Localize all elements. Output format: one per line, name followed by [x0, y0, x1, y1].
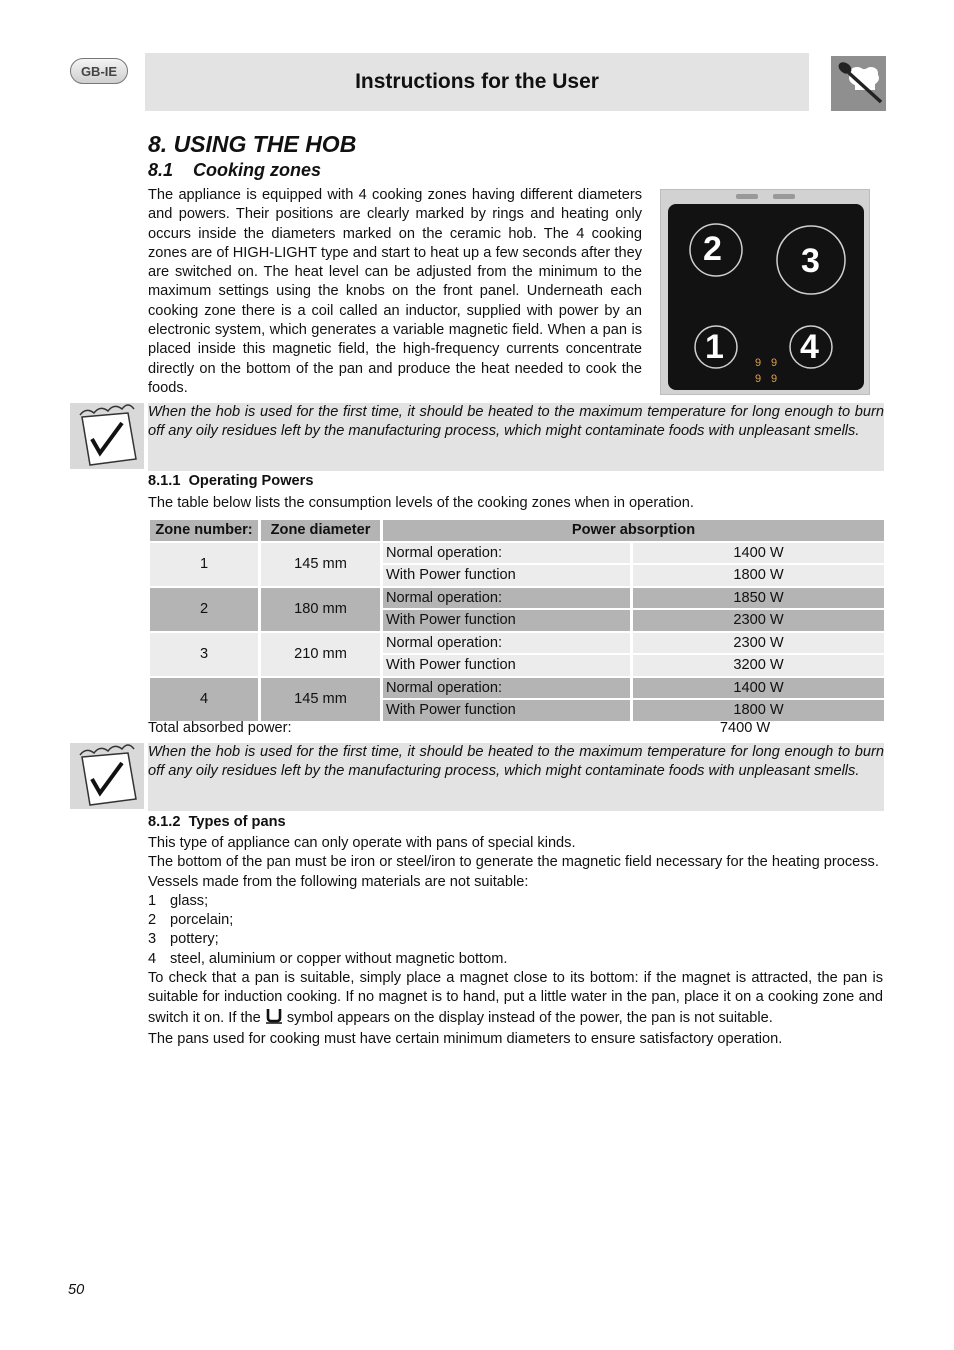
power-label: With Power function: [383, 700, 630, 721]
power-value: 2300 W: [633, 610, 884, 631]
list-item: 1 glass;: [148, 892, 209, 909]
section-subtitle: 8.1 Cooking zones: [148, 160, 322, 180]
power-value: 2300 W: [633, 633, 884, 654]
zone-number: 1: [150, 543, 258, 586]
power-value: 1400 W: [633, 678, 884, 699]
pan-symbol-icon: [265, 1008, 283, 1030]
table-header: Zone number:: [150, 520, 258, 541]
power-label: Normal operation:: [383, 678, 630, 699]
list-item: 3 pottery;: [148, 931, 219, 948]
pans-paragraph: To check that a pan is suitable, simply place a magnet close to its bottom: if the magnet is attracted, the pan is suitable for induction cooking. If no magnet is to hand, put a little water in the pan, place it on a cooking zone and switch it on. If the symbol appears on the display instead of the power, the pan is not suitable.: [148, 969, 883, 1030]
pans-heading: 8.1.2 Types of pans: [148, 814, 286, 830]
note-pencil-icon: [70, 403, 144, 469]
note-box: [70, 403, 884, 471]
note-box: [70, 743, 884, 811]
note-pencil-icon: [70, 743, 144, 809]
display-digit: 9: [771, 357, 778, 369]
intro-paragraph: The appliance is equipped with 4 cooking zones having different diameters and powers. Their positions are clearly marked by rings and heating only occurs inside the diameters marked on the ceramic hob. The 4 cooking zones are of HIGH-LIGHT type and start to heat up a few seconds after they are switched on. The heat level can be adjusted from the minimum to the maximum settings using the knobs on the front panel. Underneath each cooking zone there is a coil called an inductor, supplied with power by an electronic system, which generates a variable magnetic field. When a pan is placed inside this magnetic field, the high-frequency currents concentrate directly on the bottom of the pan and produce the heat needed to cook the foods.: [148, 187, 642, 396]
pans-paragraph: Vessels made from the following materials are not suitable:: [148, 873, 529, 890]
table-row: [150, 543, 884, 564]
page-number: 50: [68, 1282, 85, 1298]
table-row: [150, 588, 884, 609]
zone-label-2: 2: [703, 230, 722, 268]
power-value: 1400 W: [633, 543, 884, 564]
power-label: With Power function: [383, 565, 630, 586]
section-title: 8. USING THE HOB: [148, 131, 357, 157]
total-label: Total absorbed power:: [148, 720, 292, 736]
powers-heading: 8.1.1 Operating Powers: [148, 473, 314, 489]
table-header: Power absorption: [383, 520, 884, 541]
power-label: With Power function: [383, 610, 630, 631]
zone-number: 4: [150, 678, 258, 721]
powers-intro: The table below lists the consumption levels of the cooking zones when in operation.: [148, 495, 694, 511]
power-table: [147, 518, 887, 723]
zone-label-3: 3: [801, 242, 820, 280]
power-value: 1800 W: [633, 565, 884, 586]
table-row: [150, 633, 884, 654]
zone-diameter: 145 mm: [261, 678, 380, 721]
zone-label-1: 1: [705, 328, 724, 366]
note-text: When the hob is used for the first time, it should be heated to the maximum temperature for long enough to burn off any oily residues left by the manufacturing process, which might contaminate foods with unpleasant smells.: [148, 403, 884, 471]
pans-paragraph: This type of appliance can only operate with pans of special kinds.: [148, 835, 576, 851]
table-header: Zone diameter: [261, 520, 380, 541]
power-value: 1850 W: [633, 588, 884, 609]
zone-diameter: 145 mm: [261, 543, 380, 586]
display-digit: 9: [755, 357, 762, 369]
power-value: 1800 W: [633, 700, 884, 721]
power-label: With Power function: [383, 655, 630, 676]
header-bar: [145, 53, 809, 111]
display-digit: 9: [771, 373, 778, 385]
power-label: Normal operation:: [383, 543, 630, 564]
pans-paragraph: The bottom of the pan must be iron or steel/iron to generate the magnetic field necessary for the heating process.: [148, 854, 879, 871]
list-item: 4 steel, aluminium or copper without magnetic bottom.: [148, 950, 508, 967]
zone-diameter: 180 mm: [261, 588, 380, 631]
table-row: [150, 678, 884, 699]
power-label: Normal operation:: [383, 633, 630, 654]
zone-number: 3: [150, 633, 258, 676]
zone-number: 2: [150, 588, 258, 631]
language-badge: GB-IE: [70, 58, 128, 84]
chef-icon: [831, 56, 886, 111]
pans-text: [148, 834, 883, 1049]
zone-diameter: 210 mm: [261, 633, 380, 676]
total-value: 7400 W: [719, 720, 771, 736]
note-text: When the hob is used for the first time, it should be heated to the maximum temperature for long enough to burn off any oily residues left by the manufacturing process, which might contaminate foods with unpleasant smells.: [148, 743, 884, 811]
list-item: 2 porcelain;: [148, 912, 234, 929]
display-digit: 9: [755, 373, 762, 385]
power-value: 3200 W: [633, 655, 884, 676]
zone-label-4: 4: [800, 328, 819, 366]
header-title: Instructions for the User: [355, 70, 599, 93]
hob-illustration: [660, 189, 870, 395]
power-label: Normal operation:: [383, 588, 630, 609]
unsuitable-materials-list: [148, 892, 883, 969]
pans-paragraph: The pans used for cooking must have certain minimum diameters to ensure satisfactory operation.: [148, 1030, 783, 1047]
